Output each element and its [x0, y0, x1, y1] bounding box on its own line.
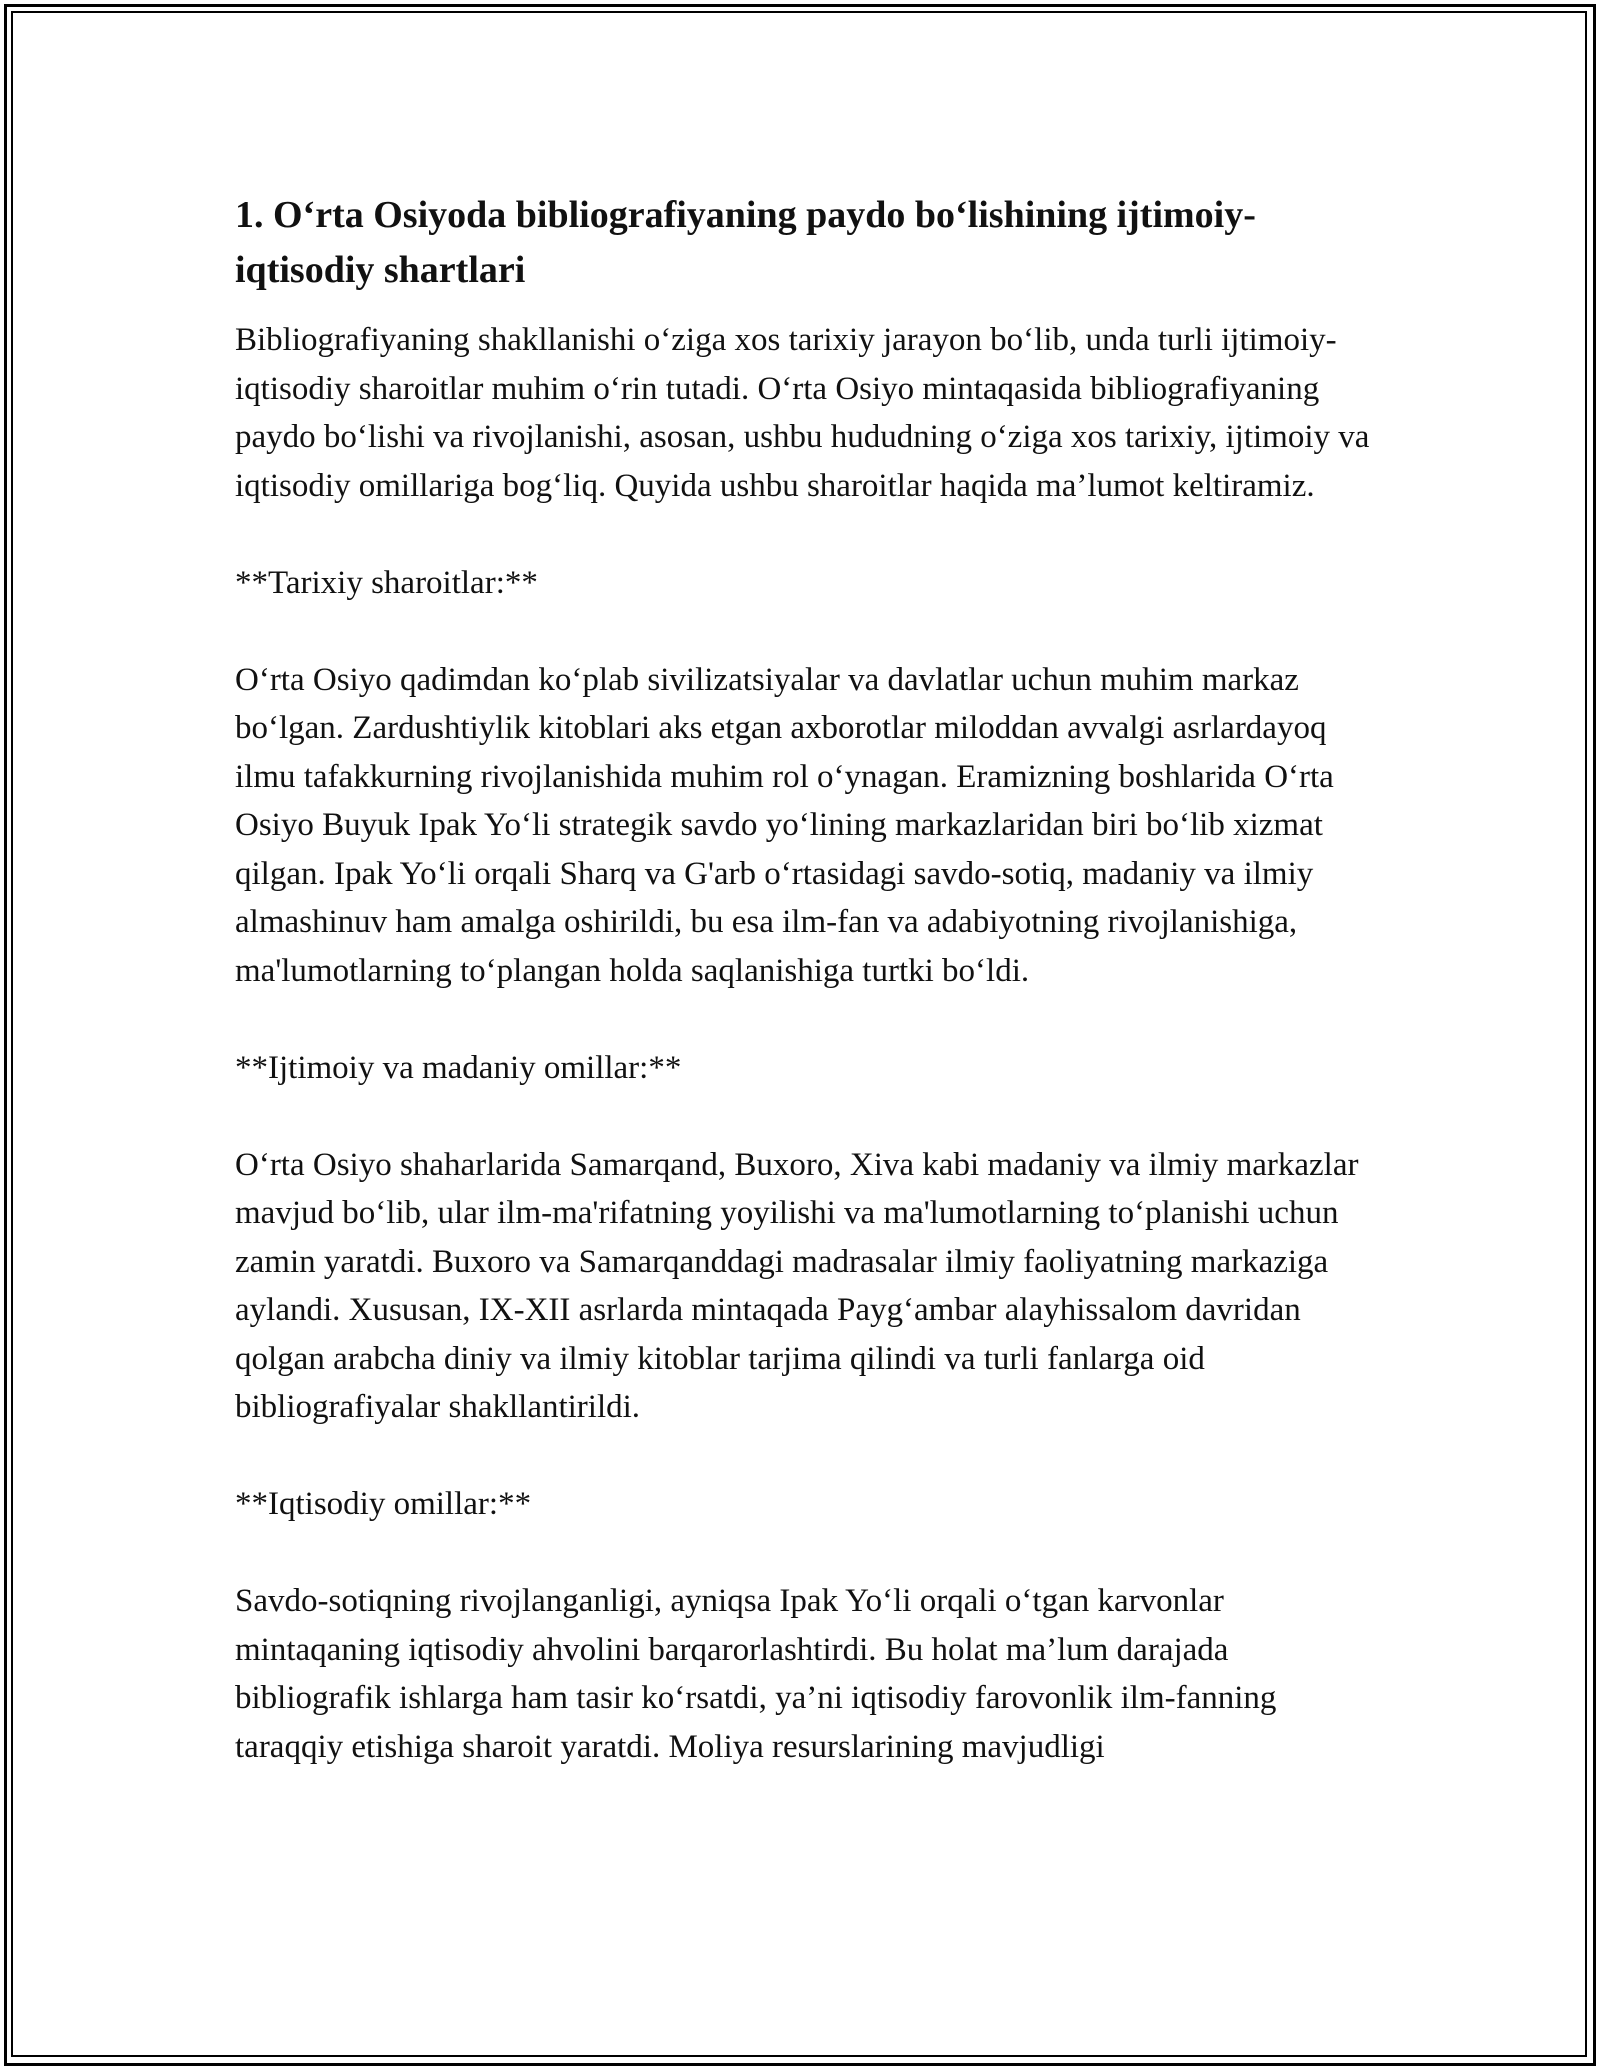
document-title: 1. O‘rta Osiyoda bibliografiyaning paydo bo‘lishining ijtimoiy-iqtisodiy shartlari — [235, 194, 1256, 291]
section-heading-economic: **Iqtisodiy omillar:** — [235, 1486, 532, 1522]
economic-paragraph: Savdo-sotiqning rivojlanganligi, ayniqsa Ipak Yo‘li orqali o‘tgan karvonlar mintaqaning iqtisodiy ahvolini barqarorlashtirdi. Bu holat ma’lum darajada bibliografik ishlarga ham tasir ko‘rsatdi, ya’ni iqtisodiy farovonlik ilm-fanning taraqqiy etishiga sharoit yaratdi. Moliya resurslarining mavjudligi — [235, 1583, 1277, 1765]
section-heading-social: **Ijtimoiy va madaniy omillar:** — [235, 1049, 682, 1086]
document-body — [235, 188, 1385, 1771]
social-paragraph: O‘rta Osiyo shaharlarida Samarqand, Buxoro, Xiva kabi madaniy va ilmiy markazlar mavjud bo‘lib, ular ilm-ma'rifatning yoyilishi va ma'lumotlarning to‘planishi uchun zamin yaratdi. Buxoro va Samarqanddagi madrasalar ilmiy faoliyatning markaziga aylandi. Xususan, IX-XII asrlarda mintaqada Payg‘ambar alayhissalom davridan qolgan arabcha diniy va ilmiy kitoblar tarjima qilindi va turli fanlarga oid bibliografiyalar shakllantirildi. — [235, 1146, 1359, 1425]
intro-paragraph: Bibliografiyaning shakllanishi o‘ziga xos tarixiy jarayon bo‘lib, unda turli ijtimoiy-iqtisodiy sharoitlar muhim o‘rin tutadi. O‘rta Osiyo mintaqasida bibliografiyaning paydo bo‘lishi va rivojlanishi, asosan, ushbu hududning o‘ziga xos tarixiy, ijtimoiy va iqtisodiy omillariga bog‘liq. Quyida ushbu sharoitlar haqida ma’lumot keltiramiz. — [235, 322, 1370, 504]
historical-paragraph: O‘rta Osiyo qadimdan ko‘plab sivilizatsiyalar va davlatlar uchun muhim markaz bo‘lgan. Zardushtiylik kitoblari aks etgan axborotlar miloddan avvalgi asrlardayoq ilmu tafakkurning rivojlanishida muhim rol o‘ynagan. Eramizning boshlarida O‘rta Osiyo Buyuk Ipak Yo‘li strategik savdo yo‘lining markazlaridan biri bo‘lib xizmat qilgan. Ipak Yo‘li orqali Sharq va G'arb o‘rtasidagi savdo-sotiq, madaniy va ilmiy almashinuv ham amalga oshirildi, bu esa ilm-fan va adabiyotning rivojlanishiga, ma'lumotlarning to‘plangan holda saqlanishiga turtki bo‘ldi. — [235, 661, 1334, 989]
section-heading-historical: **Tarixiy sharoitlar:** — [235, 564, 538, 601]
